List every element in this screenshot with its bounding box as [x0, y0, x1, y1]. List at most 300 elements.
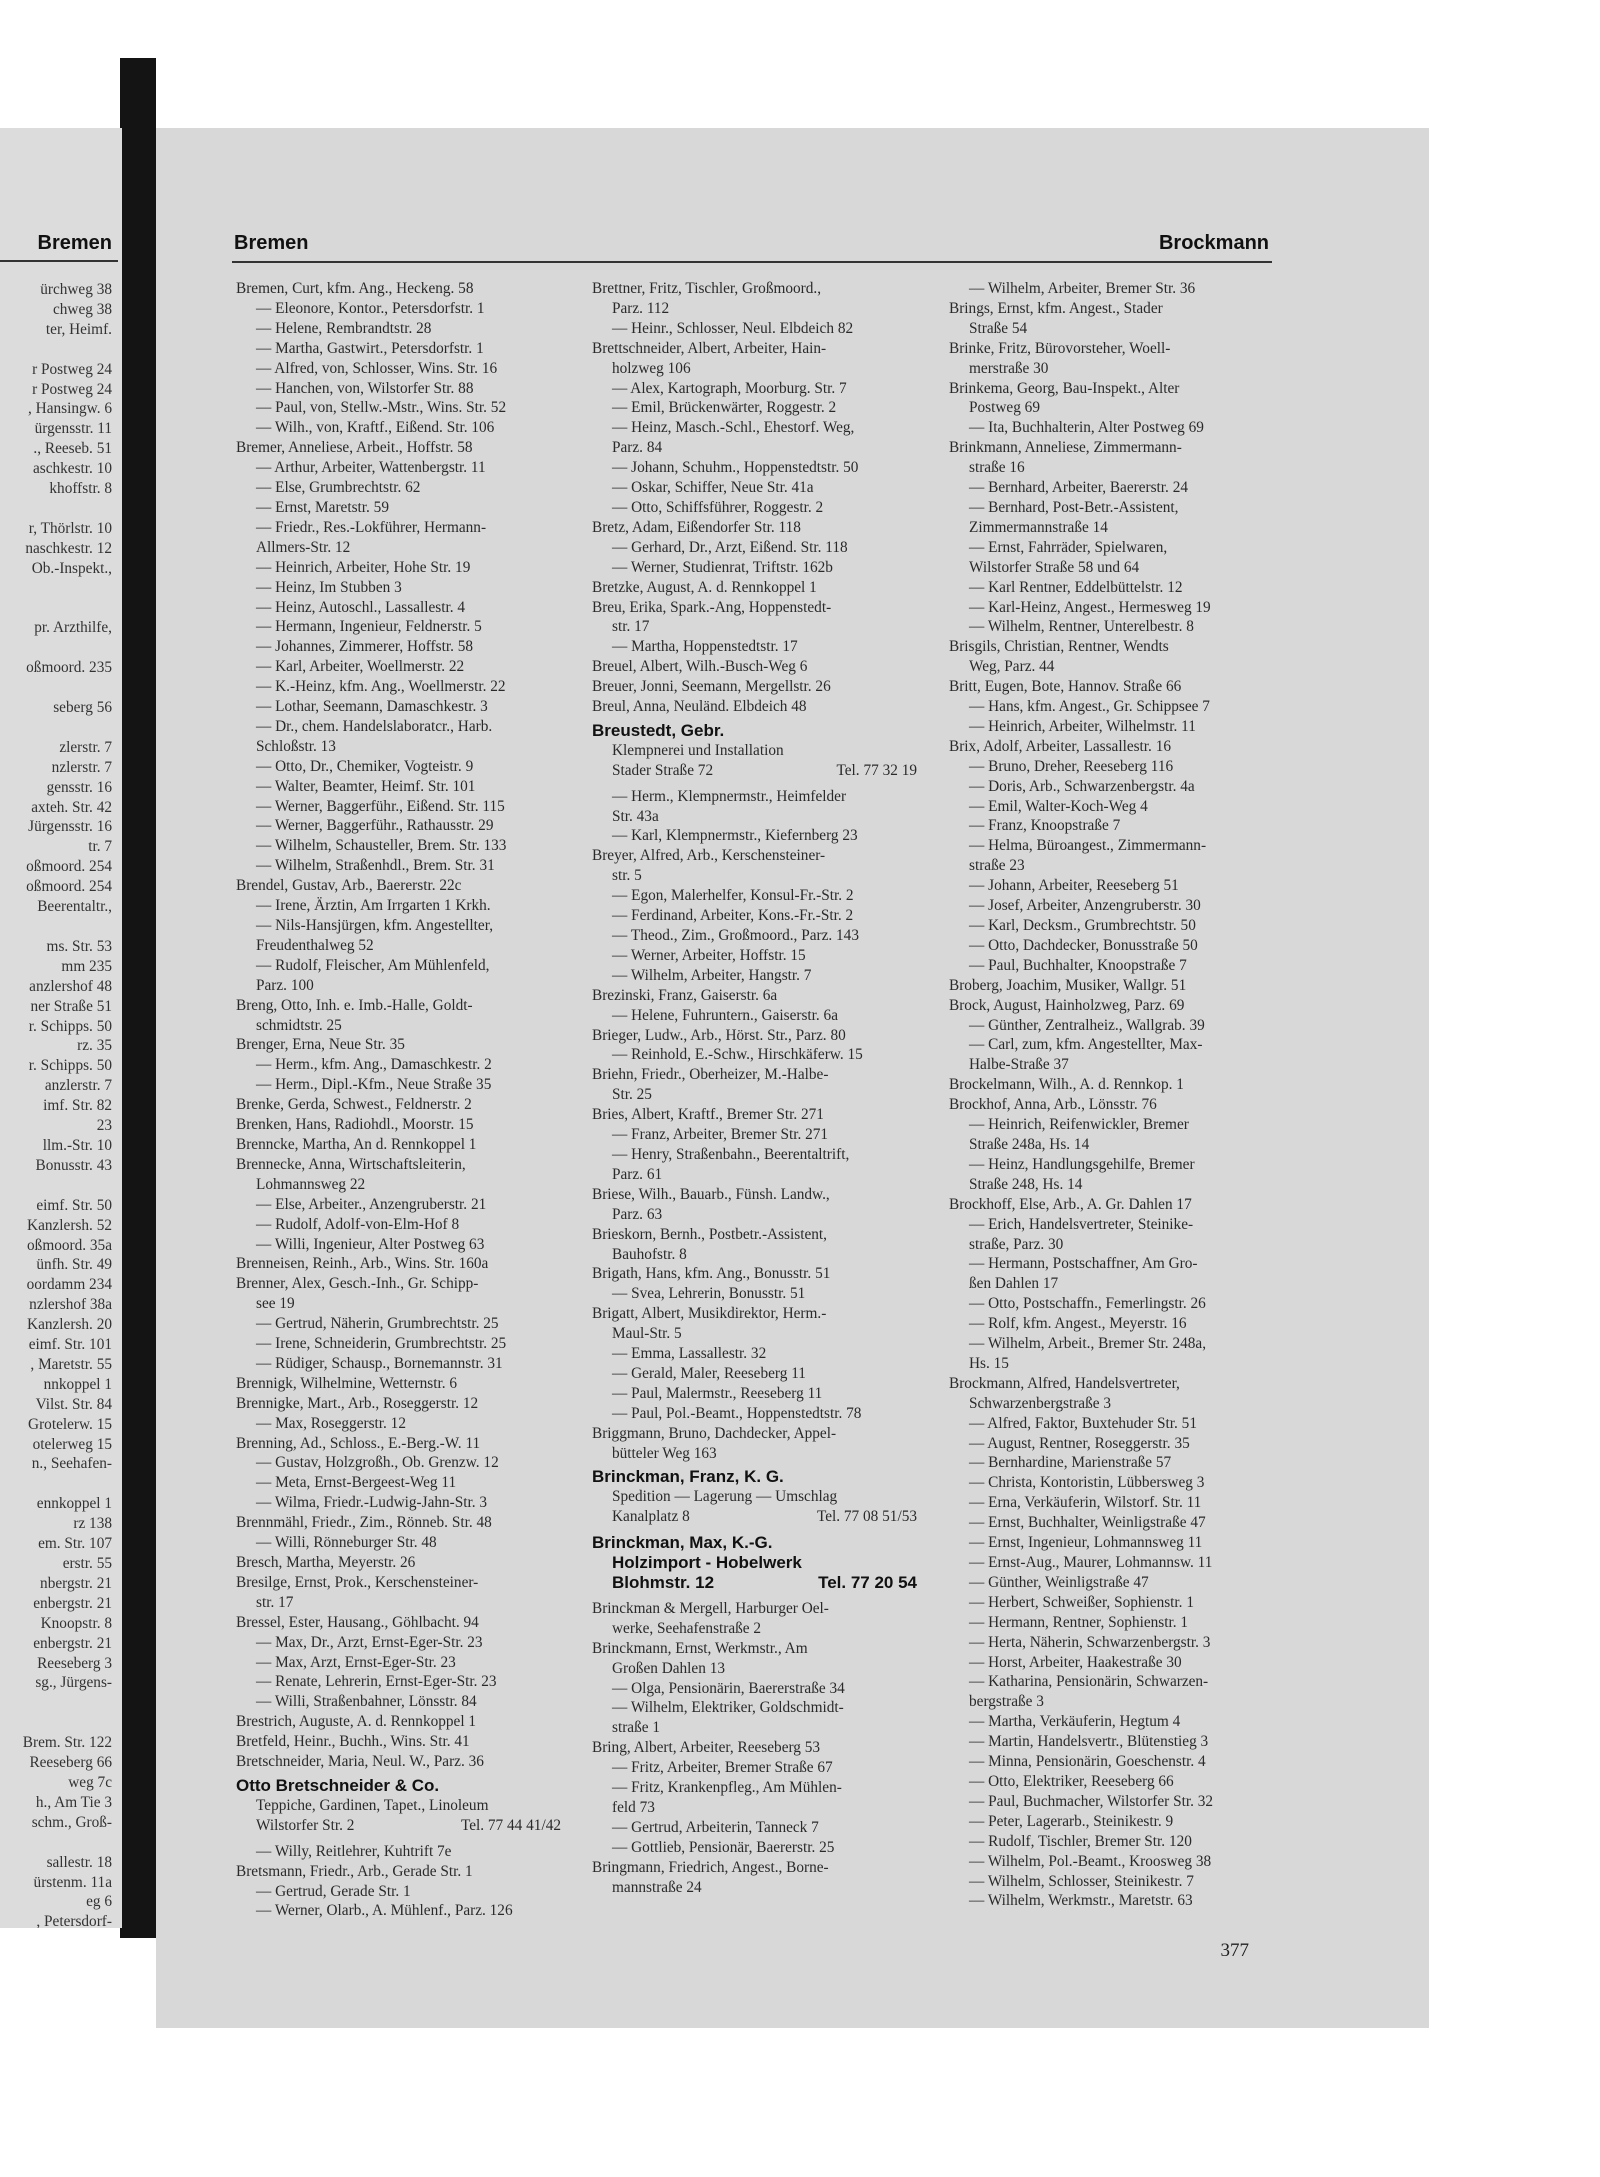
directory-entry-continuation: — Doris, Arb., Schwarzenbergstr. 4a [969, 777, 1195, 795]
directory-entry: Bremer, Anneliese, Arbeit., Hoffstr. 58 [236, 439, 473, 457]
directory-entry-continuation: bütteler Weg 163 [612, 1444, 717, 1462]
left-page-line: erstr. 55 [62, 1555, 112, 1572]
directory-entry-continuation: — Gertrud, Näherin, Grumbrechtstr. 25 [256, 1315, 499, 1333]
directory-entry: Bretfeld, Heinr., Buchh., Wins. Str. 41 [236, 1733, 470, 1751]
firm-address-phone [592, 1573, 927, 1593]
directory-entry-continuation: — Wilhelm, Pol.-Beamt., Kroosweg 38 [969, 1852, 1212, 1870]
directory-entry-continuation: — Martha, Hoppenstedtstr. 17 [612, 638, 798, 656]
directory-entry-continuation: Lohmannsweg 22 [256, 1175, 366, 1193]
directory-entry-continuation: — Bernhardine, Marienstraße 57 [969, 1454, 1172, 1472]
directory-entry-continuation: — Werner, Studienrat, Triftstr. 162b [612, 558, 833, 576]
directory-column-3 [949, 279, 1284, 1911]
directory-entry-continuation: — Herm., Dipl.-Kfm., Neue Straße 35 [256, 1076, 492, 1094]
left-page-line: aschkestr. 10 [32, 460, 112, 478]
directory-entry-continuation: Schloßstr. 13 [256, 737, 336, 755]
directory-entry-continuation: — Wilhelm, Straßenhdl., Brem. Str. 31 [256, 857, 495, 875]
directory-entry-continuation: Freudenthalweg 52 [256, 936, 374, 954]
directory-entry-continuation: — Alfred, von, Schlosser, Wins. Str. 16 [256, 359, 498, 377]
directory-entry: Brieskorn, Bernh., Postbetr.-Assistent, [592, 1225, 827, 1243]
directory-entry-continuation: Wilstorfer Straße 58 und 64 [969, 558, 1140, 576]
book-binding-gutter [120, 58, 156, 1938]
directory-entry: Brennigke, Mart., Arb., Roseggerstr. 12 [236, 1394, 479, 1412]
left-page-line [0, 1693, 112, 1713]
directory-entry-continuation: — Otto, Schiffsführer, Roggestr. 2 [612, 498, 824, 516]
directory-entry: Brinkema, Georg, Bau-Inspekt., Alter [949, 379, 1180, 397]
left-page-line: Ob.-Inspekt., [31, 559, 112, 577]
directory-entry: Brettschneider, Albert, Arbeiter, Hain- [592, 339, 827, 357]
directory-entry-continuation: — Henry, Straßenbahn., Beerentaltrift, [612, 1145, 850, 1163]
page-header-city: Bremen [234, 232, 309, 254]
directory-entry-continuation: — Rüdiger, Schausp., Bornemannstr. 31 [256, 1354, 503, 1372]
directory-entry: Broberg, Joachim, Musiker, Wallgr. 51 [949, 976, 1187, 994]
left-page-line: Reeseberg 66 [29, 1754, 112, 1772]
directory-entry-continuation: — Johannes, Zimmerer, Hoffstr. 58 [256, 638, 474, 656]
left-page-line: nzlerstr. 7 [51, 758, 112, 776]
left-page-line: r Postweg 24 [32, 380, 112, 398]
directory-entry-continuation: — Paul, Buchmacher, Wilstorfer Str. 32 [969, 1792, 1214, 1810]
left-page-line [0, 1833, 112, 1853]
left-page-line: eimf. Str. 101 [28, 1336, 112, 1354]
directory-entry-continuation: — Karl-Heinz, Angest., Hermesweg 19 [969, 598, 1211, 616]
directory-entry: Brettner, Fritz, Tischler, Großmoord., [592, 280, 822, 297]
directory-entry: Breyer, Alfred, Arb., Kerschensteiner- [592, 847, 826, 865]
left-page-line: Jürgensstr. 16 [28, 818, 112, 836]
directory-entry: Bremen, Curt, kfm. Ang., Heckeng. 58 [236, 280, 474, 297]
directory-entry: Brigath, Hans, kfm. Ang., Bonusstr. 51 [592, 1265, 831, 1283]
directory-entry: Brenke, Gerda, Schwest., Feldnerstr. 2 [236, 1096, 472, 1114]
directory-entry-continuation: — Max, Arzt, Ernst-Eger-Str. 23 [256, 1653, 456, 1671]
directory-entry-continuation: — Werner, Baggerführ., Rathausstr. 29 [256, 817, 494, 835]
directory-entry-continuation: — Willi, Rönneburger Str. 48 [256, 1534, 437, 1552]
directory-entry: Brennmähl, Friedr., Zim., Rönneb. Str. 48 [236, 1514, 492, 1532]
left-page-line: pr. Arzthilfe, [34, 619, 112, 637]
left-page-lines [0, 280, 112, 1928]
left-page-line: khoffstr. 8 [49, 480, 112, 498]
left-page-line: oordamm 234 [26, 1276, 112, 1294]
directory-entry-continuation: feld 73 [612, 1798, 655, 1816]
firm-heading: Otto Bretschneider & Co. [236, 1775, 440, 1795]
left-page-line: ürchweg 38 [40, 281, 112, 298]
left-page-line: imf. Str. 82 [43, 1097, 112, 1115]
directory-entry-continuation: Weg, Parz. 44 [969, 658, 1055, 676]
directory-entry-continuation: — Wilhelm, Werkmstr., Maretstr. 63 [969, 1892, 1193, 1910]
directory-entry-continuation: — Gerald, Maler, Reeseberg 11 [612, 1364, 806, 1382]
directory-page [156, 128, 1429, 2028]
directory-entry: Brockhof, Anna, Arb., Lönsstr. 76 [949, 1096, 1157, 1114]
directory-entry-continuation: Straße 248, Hs. 14 [969, 1175, 1083, 1193]
directory-entry-continuation: — Franz, Knoopstraße 7 [969, 817, 1121, 835]
directory-entry: Bretz, Adam, Eißendorfer Str. 118 [592, 518, 801, 536]
directory-entry-continuation: — Max, Roseggerstr. 12 [256, 1414, 406, 1432]
left-page-line: Grotelerw. 15 [28, 1415, 112, 1433]
directory-entry-continuation: — Otto, Dachdecker, Bonusstraße 50 [969, 936, 1198, 954]
directory-entry-continuation: — Nils-Hansjürgen, kfm. Angestellter, [256, 917, 494, 934]
left-page-line: axteh. Str. 42 [31, 798, 112, 816]
left-page-line: Reeseberg 3 [37, 1654, 112, 1672]
directory-entry-continuation: — Hermann, Rentner, Sophienstr. 1 [969, 1613, 1189, 1631]
directory-entry-continuation: — Ita, Buchhalterin, Alter Postweg 69 [969, 419, 1204, 437]
left-page-line: Kanzlersh. 20 [27, 1316, 112, 1334]
left-page-line: nbergstr. 21 [40, 1574, 112, 1592]
left-page-header: Bremen [37, 232, 112, 254]
left-page-line: anzlerstr. 7 [44, 1077, 112, 1095]
directory-entry-continuation: — Heinz, Autoschl., Lassallestr. 4 [256, 598, 466, 616]
directory-entry-continuation: — Horst, Arbeiter, Haakestraße 30 [969, 1653, 1182, 1671]
directory-entry-continuation: — Friedr., Res.-Lokführer, Hermann- [256, 518, 487, 536]
left-page-line: zlerstr. 7 [59, 738, 112, 756]
directory-entry-continuation: — Erich, Handelsvertreter, Steinike- [969, 1215, 1194, 1233]
directory-entry-continuation: Klempnerei und Installation [612, 741, 784, 759]
directory-entry: Breuer, Jonni, Seemann, Mergellstr. 26 [592, 678, 831, 696]
directory-entry-continuation: — Gertrud, Gerade Str. 1 [256, 1882, 411, 1900]
directory-entry-continuation: — Karl, Klempnermstr., Kiefernberg 23 [612, 827, 858, 845]
left-page-line: r Postweg 24 [32, 360, 112, 378]
directory-entry-continuation: — Werner, Olarb., A. Mühlenf., Parz. 126 [256, 1902, 513, 1920]
left-page-line [0, 917, 112, 937]
directory-entry-continuation: schmidtstr. 25 [256, 1016, 342, 1034]
left-page-line [0, 599, 112, 619]
left-page-line [0, 579, 112, 599]
directory-entry-continuation: — Hermann, Postschaffner, Am Gro- [969, 1255, 1198, 1273]
directory-entry-continuation: — Christa, Kontoristin, Lübbersweg 3 [969, 1474, 1205, 1492]
directory-entry-continuation: — Lothar, Seemann, Damaschkestr. 3 [256, 698, 488, 716]
directory-entry-continuation: — Paul, Buchhalter, Knoopstraße 7 [969, 956, 1187, 974]
directory-entry-continuation: — Otto, Elektriker, Reeseberg 66 [969, 1772, 1174, 1790]
left-page-line: Kanzlersh. 52 [27, 1216, 112, 1234]
directory-entry: Brisgils, Christian, Rentner, Wendts [949, 638, 1169, 656]
directory-entry-continuation: Parz. 100 [256, 976, 314, 994]
firm-address-phone [236, 1816, 571, 1836]
directory-entry-continuation: — K.-Heinz, kfm. Ang., Woellmerstr. 22 [256, 678, 506, 696]
directory-entry-continuation: — Josef, Arbeiter, Anzengruberstr. 30 [969, 897, 1201, 915]
directory-entry-continuation: — Hans, kfm. Angest., Gr. Schippsee 7 [969, 698, 1210, 716]
directory-entry-continuation: — Rolf, kfm. Angest., Meyerstr. 16 [969, 1315, 1187, 1333]
directory-entry-continuation: Maul-Str. 5 [612, 1325, 682, 1343]
directory-entry-continuation: — Hanchen, von, Wilstorfer Str. 88 [256, 379, 474, 397]
left-page-line: eimf. Str. 50 [36, 1196, 112, 1214]
directory-entry: Breuel, Albert, Wilh.-Busch-Weg 6 [592, 658, 808, 676]
left-page-line: seberg 56 [53, 699, 112, 717]
directory-entry-continuation: — Wilhelm, Arbeiter, Hangstr. 7 [612, 966, 812, 984]
firm-heading: Breustedt, Gebr. [592, 720, 725, 740]
directory-entry: Brockmann, Alfred, Handelsvertreter, [949, 1374, 1180, 1392]
left-page-line: eg 6 [86, 1893, 112, 1911]
directory-entry: Brinke, Fritz, Bürovorsteher, Woell- [949, 339, 1171, 357]
directory-entry-continuation: Teppiche, Gardinen, Tapet., Linoleum [256, 1796, 489, 1814]
directory-entry: Bretsmann, Friedr., Arb., Gerade Str. 1 [236, 1862, 473, 1880]
left-page-line [0, 678, 112, 698]
directory-entry-continuation: — Reinhold, E.-Schw., Hirschkäferw. 15 [612, 1046, 863, 1064]
directory-entry-continuation: Parz. 61 [612, 1165, 663, 1183]
directory-entry-continuation: — Olga, Pensionärin, Baererstraße 34 [612, 1679, 845, 1697]
directory-entry-continuation: — Otto, Postschaffn., Femerlingstr. 26 [969, 1295, 1206, 1313]
left-page-line: nzlershof 38a [29, 1296, 112, 1314]
directory-entry-continuation: — Helene, Rembrandtstr. 28 [256, 319, 432, 337]
directory-entry-continuation: — Heinrich, Reifenwickler, Bremer [969, 1116, 1189, 1134]
directory-entry-continuation: Postweg 69 [969, 399, 1040, 417]
firm-phone: Tel. 77 44 41/42 [460, 1816, 561, 1834]
directory-entry-continuation: — Fritz, Arbeiter, Bremer Straße 67 [612, 1759, 833, 1777]
left-page-line: enbergstr. 21 [33, 1594, 112, 1612]
directory-entry-continuation: — Ernst-Aug., Maurer, Lohmannsw. 11 [969, 1554, 1213, 1571]
directory-entry: Bresilge, Ernst, Prok., Kerschensteiner- [236, 1573, 479, 1591]
left-page-line [0, 1176, 112, 1196]
directory-entry: Brenken, Hans, Radiohdl., Moorstr. 15 [236, 1116, 474, 1134]
directory-entry-continuation: — Paul, von, Stellw.-Mstr., Wins. Str. 52 [256, 399, 507, 417]
directory-entry: Bretzke, August, A. d. Rennkoppel 1 [592, 578, 817, 596]
directory-entry-continuation: — Rudolf, Tischler, Bremer Str. 120 [969, 1832, 1192, 1850]
directory-entry: Brestrich, Auguste, A. d. Rennkoppel 1 [236, 1713, 477, 1731]
directory-entry: Brennigk, Wilhelmine, Wetternstr. 6 [236, 1374, 458, 1392]
directory-entry-continuation: — Werner, Arbeiter, Hoffstr. 15 [612, 946, 806, 964]
directory-entry-continuation: — Johann, Schuhm., Hoppenstedtstr. 50 [612, 459, 859, 477]
directory-entry-continuation: ßen Dahlen 17 [969, 1275, 1059, 1293]
directory-entry-continuation: — Gustav, Holzgroßh., Ob. Grenzw. 12 [256, 1454, 499, 1472]
directory-entry: Briese, Wilh., Bauarb., Fünsh. Landw., [592, 1185, 830, 1203]
directory-entry-continuation: — Rudolf, Adolf-von-Elm-Hof 8 [256, 1215, 460, 1233]
directory-entry-continuation: — Emma, Lassallestr. 32 [612, 1345, 767, 1363]
left-page-line: gensstr. 16 [46, 778, 112, 796]
left-page-line: n., Seehafen- [31, 1455, 112, 1473]
directory-entry-continuation: — Meta, Ernst-Bergeest-Weg 11 [256, 1474, 457, 1492]
left-page-line: ner Straße 51 [30, 997, 112, 1015]
directory-entry-continuation: — Heinrich, Arbeiter, Hohe Str. 19 [256, 558, 471, 576]
firm-phone: Tel. 77 08 51/53 [816, 1508, 917, 1526]
directory-entry-continuation: — Wilhelm, Arbeit., Bremer Str. 248a, [969, 1335, 1207, 1353]
left-page-line: r, Thörlstr. 10 [28, 519, 112, 537]
directory-entry-continuation: — Herm., kfm. Ang., Damaschkestr. 2 [256, 1056, 492, 1074]
page-header-catchword: Brockmann [1158, 232, 1269, 254]
directory-entry-continuation: straße, Parz. 30 [969, 1235, 1064, 1253]
directory-entry-continuation: — Heinz, Masch.-Schl., Ehestorf. Weg, [612, 419, 855, 437]
left-page-line: weg 7c [68, 1773, 112, 1791]
firm-phone: Tel. 77 32 19 [836, 761, 917, 779]
left-page-line: oßmoord. 254 [26, 878, 112, 896]
directory-entry-continuation: Parz. 112 [612, 299, 670, 317]
directory-entry-continuation: — Fritz, Krankenpfleg., Am Mühlen- [612, 1779, 842, 1797]
directory-entry-continuation: bergstraße 3 [969, 1693, 1044, 1711]
directory-entry: Brenger, Erna, Neue Str. 35 [236, 1036, 405, 1054]
directory-entry-continuation: — Ernst, Ingenieur, Lohmannsweg 11 [969, 1534, 1203, 1552]
left-page-line: r. Schipps. 50 [28, 1017, 112, 1035]
firm-subheading: Holzimport - Hobelwerk [612, 1553, 802, 1573]
directory-entry-continuation: Allmers-Str. 12 [256, 538, 351, 556]
directory-entry-continuation: — Arthur, Arbeiter, Wattenbergstr. 11 [256, 459, 486, 477]
firm-phone: Tel. 77 20 54 [818, 1573, 917, 1592]
left-page-line: schm., Groß- [31, 1813, 112, 1831]
left-page-line: , Petersdorf- [36, 1913, 112, 1928]
directory-entry-continuation: Str. 43a [612, 807, 659, 825]
directory-entry-continuation: — Willi, Ingenieur, Alter Postweg 63 [256, 1235, 485, 1253]
directory-entry-continuation: str. 5 [612, 867, 642, 885]
directory-entry-continuation: Großen Dahlen 13 [612, 1659, 725, 1677]
directory-entry-continuation: — Katharina, Pensionärin, Schwarzen- [969, 1673, 1209, 1691]
directory-entry-continuation: — Martin, Handelsvertr., Blütenstieg 3 [969, 1733, 1209, 1751]
directory-entry-continuation: mannstraße 24 [612, 1878, 702, 1896]
directory-entry: Bringmann, Friedrich, Angest., Borne- [592, 1858, 829, 1876]
left-page-line: tr. 7 [88, 838, 112, 856]
directory-entry-continuation: — Max, Dr., Arzt, Ernst-Eger-Str. 23 [256, 1633, 483, 1651]
directory-entry-continuation: Zimmermannstraße 14 [969, 518, 1108, 536]
left-page-line: ürstenm. 11a [33, 1873, 112, 1891]
left-page-line: Knoopstr. 8 [40, 1614, 112, 1632]
directory-entry-continuation: — Wilhelm, Schausteller, Brem. Str. 133 [256, 837, 507, 855]
directory-entry-continuation: — Ernst, Fahrräder, Spielwaren, [969, 538, 1168, 556]
directory-entry-continuation: — Hermann, Ingenieur, Feldnerstr. 5 [256, 618, 482, 636]
left-page-line: ennkoppel 1 [36, 1495, 112, 1513]
directory-entry-continuation: straße 1 [612, 1719, 660, 1737]
directory-entry-continuation: — Emil, Brückenwärter, Roggestr. 2 [612, 399, 837, 417]
left-page-line: h., Am Tie 3 [35, 1793, 112, 1811]
directory-entry-continuation: — Günther, Zentralheiz., Wallgrab. 39 [969, 1016, 1205, 1034]
directory-entry-continuation: — Ferdinand, Arbeiter, Kons.-Fr.-Str. 2 [612, 907, 854, 925]
directory-entry: Brock, August, Hainholzweg, Parz. 69 [949, 996, 1185, 1014]
left-page-line: Vilst. Str. 84 [35, 1395, 112, 1413]
left-page-line: 23 [96, 1117, 112, 1135]
left-page-line: em. Str. 107 [38, 1535, 112, 1553]
directory-entry-continuation: str. 17 [256, 1593, 294, 1611]
left-page-line: , Maretstr. 55 [30, 1355, 112, 1373]
directory-entry-continuation: merstraße 30 [969, 359, 1049, 377]
directory-entry: Brennecke, Anna, Wirtschaftsleiterin, [236, 1155, 466, 1173]
left-page-line [0, 1713, 112, 1733]
directory-entry-continuation: — Bernhard, Arbeiter, Baererstr. 24 [969, 479, 1188, 497]
directory-entry-continuation: — Wilma, Friedr.-Ludwig-Jahn-Str. 3 [256, 1494, 488, 1512]
directory-entry-continuation: — Gertrud, Arbeiterin, Tanneck 7 [612, 1818, 819, 1836]
directory-entry-continuation: — Ernst, Buchhalter, Weinligstraße 47 [969, 1514, 1206, 1532]
left-page-line: ünfh. Str. 49 [36, 1256, 112, 1274]
directory-entry: Brockelmann, Wilh., A. d. Rennkop. 1 [949, 1076, 1184, 1094]
directory-entry-continuation: — Herbert, Schweißer, Sophienstr. 1 [969, 1593, 1194, 1611]
left-page-line: Beerentaltr., [37, 898, 112, 916]
directory-entry-continuation: — Gerhard, Dr., Arzt, Eißend. Str. 118 [612, 538, 848, 556]
left-page-line: rz 138 [73, 1515, 112, 1533]
directory-entry-continuation: — Dr., chem. Handelslaboratcr., Harb. [256, 717, 493, 735]
directory-entry-continuation: — Willy, Reitlehrer, Kuhtrift 7e [256, 1842, 452, 1860]
directory-entry-continuation: — Wilhelm, Schlosser, Steinikestr. 7 [969, 1872, 1194, 1890]
left-page-line: oßmoord. 35a [27, 1236, 112, 1254]
directory-entry-continuation: Straße 54 [969, 319, 1028, 337]
firm-address-phone [592, 761, 927, 781]
directory-entry-continuation: Bauhofstr. 8 [612, 1245, 687, 1263]
directory-entry: Brieger, Ludw., Arb., Hörst. Str., Parz. 80 [592, 1026, 846, 1044]
directory-entry: Brenncke, Martha, An d. Rennkoppel 1 [236, 1135, 477, 1153]
left-page-line: ., Reeseb. 51 [33, 440, 112, 458]
directory-entry-continuation: — Walter, Beamter, Heimf. Str. 101 [256, 777, 476, 795]
left-page-line: oßmoord. 235 [26, 659, 112, 677]
directory-entry-continuation: werke, Seehafenstraße 2 [612, 1619, 762, 1637]
directory-entry-continuation: — Gottlieb, Pensionär, Baererstr. 25 [612, 1838, 835, 1856]
left-page-line: Bonusstr. 43 [35, 1156, 112, 1174]
directory-entry-continuation: — Minna, Pensionärin, Goeschenstr. 4 [969, 1753, 1206, 1771]
directory-entry: Breu, Erika, Spark.-Ang, Hoppenstedt- [592, 598, 832, 616]
directory-entry-continuation: — Wilhelm, Arbeiter, Bremer Str. 36 [969, 280, 1196, 297]
directory-entry-continuation: — Alex, Kartograph, Moorburg. Str. 7 [612, 379, 847, 397]
directory-entry-continuation: — Heinrich, Arbeiter, Wilhelmstr. 11 [969, 717, 1196, 735]
directory-entry: Brix, Adolf, Arbeiter, Lassallestr. 16 [949, 737, 1172, 755]
firm-address: Blohmstr. 12 [612, 1573, 715, 1592]
directory-entry-continuation: — Karl, Arbeiter, Woellmerstr. 22 [256, 658, 465, 676]
directory-entry: Brinckman & Mergell, Harburger Oel- [592, 1599, 829, 1617]
directory-entry-continuation: — Herm., Klempnermstr., Heimfelder [612, 787, 847, 805]
left-page-fragment [0, 128, 122, 1928]
directory-entry-continuation: — Helene, Fuhruntern., Gaiserstr. 6a [612, 1006, 838, 1024]
directory-entry-continuation: — Willi, Straßenbahner, Lönsstr. 84 [256, 1693, 477, 1711]
left-page-line: ms. Str. 53 [46, 937, 112, 955]
directory-entry-continuation: Hs. 15 [969, 1354, 1009, 1372]
directory-entry-continuation: Str. 25 [612, 1086, 652, 1104]
directory-entry: Brockhoff, Else, Arb., A. Gr. Dahlen 17 [949, 1195, 1192, 1213]
left-page-line: sg., Jürgens- [35, 1674, 112, 1692]
directory-entry-continuation: straße 23 [969, 857, 1025, 875]
directory-entry-continuation: — Herta, Näherin, Schwarzenbergstr. 3 [969, 1633, 1211, 1651]
directory-entry-continuation: see 19 [256, 1295, 295, 1313]
left-page-line: mm 235 [61, 957, 112, 975]
directory-entry-continuation: — Alfred, Faktor, Buxtehuder Str. 51 [969, 1414, 1197, 1432]
firm-address: Stader Straße 72 [612, 761, 714, 779]
left-page-line: nnkoppel 1 [43, 1375, 112, 1393]
directory-entry-continuation: — Heinz, Handlungsgehilfe, Bremer [969, 1155, 1195, 1173]
directory-entry-continuation: — Bruno, Dreher, Reeseberg 116 [969, 757, 1174, 775]
left-page-line: sallestr. 18 [46, 1853, 112, 1871]
directory-entry-continuation: — Günther, Weinligstraße 47 [969, 1573, 1149, 1591]
directory-entry-continuation: Halbe-Straße 37 [969, 1056, 1069, 1074]
directory-entry-continuation: — Erna, Verkäuferin, Wilstorf. Str. 11 [969, 1494, 1202, 1512]
left-page-line [0, 1474, 112, 1494]
directory-entry: Brinckmann, Ernst, Werkmstr., Am [592, 1639, 808, 1657]
directory-entry-continuation: — Heinz, Im Stubben 3 [256, 578, 402, 596]
directory-entry: Brenner, Alex, Gesch.-Inh., Gr. Schipp- [236, 1275, 479, 1293]
left-page-line: r. Schipps. 50 [28, 1057, 112, 1075]
directory-entry-continuation: — Carl, zum, kfm. Angestellter, Max- [969, 1036, 1203, 1054]
directory-entry-continuation: — Irene, Schneiderin, Grumbrechtstr. 25 [256, 1335, 507, 1353]
left-page-line: anzlershof 48 [29, 977, 112, 995]
directory-entry: Bries, Albert, Kraftf., Bremer Str. 271 [592, 1106, 824, 1124]
header-rule [232, 261, 1272, 263]
directory-entry: Breul, Anna, Neuländ. Elbdeich 48 [592, 698, 807, 716]
directory-entry-continuation: — Otto, Dr., Chemiker, Vogteistr. 9 [256, 757, 474, 775]
directory-entry: Brendel, Gustav, Arb., Baererstr. 22c [236, 877, 462, 895]
directory-entry: Bressel, Ester, Hausang., Göhlbacht. 94 [236, 1613, 479, 1631]
firm-address: Kanalplatz 8 [612, 1508, 690, 1526]
directory-entry-continuation: holzweg 106 [612, 359, 691, 377]
left-page-line: llm.-Str. 10 [42, 1136, 112, 1154]
page-number: 377 [1220, 1940, 1249, 1961]
directory-entry-continuation: Spedition — Lagerung — Umschlag [612, 1488, 838, 1506]
directory-entry-continuation: — Karl Rentner, Eddelbüttelstr. 12 [969, 578, 1183, 596]
directory-entry: Briehn, Friedr., Oberheizer, M.-Halbe- [592, 1066, 829, 1084]
directory-entry-continuation: — Else, Grumbrechtstr. 62 [256, 479, 421, 497]
directory-entry-continuation: — Wilhelm, Elektriker, Goldschmidt- [612, 1699, 844, 1717]
left-page-line: otelerweg 15 [32, 1435, 112, 1453]
left-page-line: rz. 35 [77, 1037, 112, 1055]
directory-entry-continuation: — Karl, Decksm., Grumbrechtstr. 50 [969, 917, 1196, 934]
directory-entry-continuation: — Martha, Gastwirt., Petersdorfstr. 1 [256, 339, 484, 357]
directory-entry-continuation: — Werner, Baggerführ., Eißend. Str. 115 [256, 797, 505, 815]
directory-entry-continuation: — Martha, Verkäuferin, Hegtum 4 [969, 1713, 1181, 1731]
left-page-line [0, 340, 112, 360]
directory-entry-continuation: — Helma, Büroangest., Zimmermann- [969, 837, 1207, 855]
left-header-rule [0, 260, 118, 262]
firm-address: Wilstorfer Str. 2 [256, 1816, 355, 1834]
directory-entry-continuation: — Else, Arbeiter., Anzengruberstr. 21 [256, 1195, 487, 1213]
directory-entry: Brings, Ernst, kfm. Angest., Stader [949, 299, 1163, 317]
directory-entry-continuation: — Bernhard, Post-Betr.-Assistent, [969, 498, 1179, 516]
firm-address-phone [592, 1507, 927, 1527]
left-page-line: Brem. Str. 122 [22, 1734, 112, 1752]
directory-entry-continuation: — Wilhelm, Rentner, Unterelbestr. 8 [969, 618, 1194, 636]
directory-entry-continuation: — Oskar, Schiffer, Neue Str. 41a [612, 479, 814, 497]
